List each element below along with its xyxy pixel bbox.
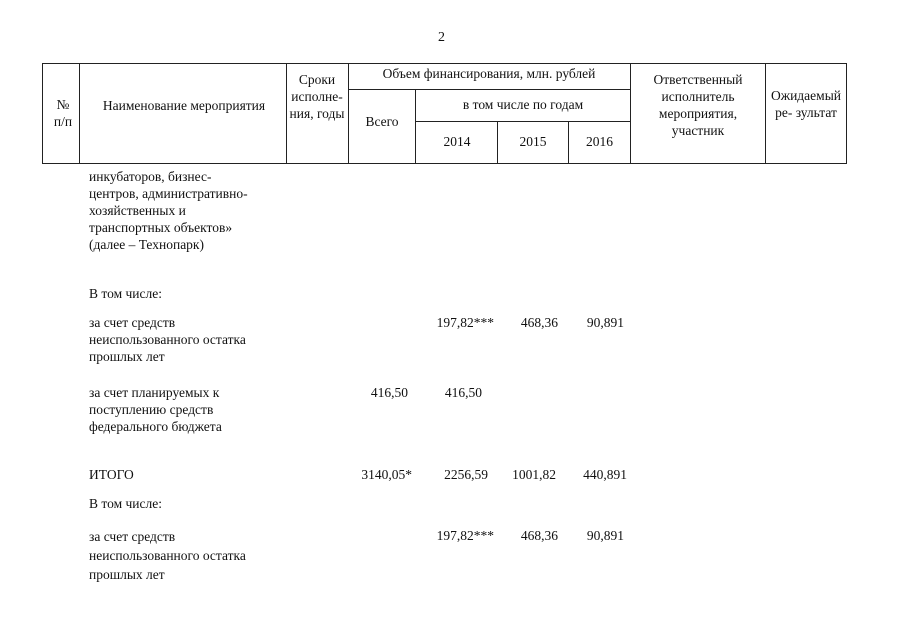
row-label-line: за счет средств bbox=[89, 529, 176, 544]
table-row bbox=[89, 527, 246, 584]
header-year-2014: 2014 bbox=[443, 134, 471, 149]
row-label-line: за счет планируемых к bbox=[89, 385, 220, 400]
header-result: Ожидаемый ре- зультат bbox=[771, 88, 841, 120]
header-responsible: Ответственный исполнитель мероприятия, участник bbox=[653, 72, 743, 138]
continuation-line: инкубаторов, бизнес- bbox=[89, 169, 212, 184]
cell-2014: 197,82*** bbox=[436, 315, 494, 330]
header-name: Наименование мероприятия bbox=[102, 98, 266, 113]
row-label-total: ИТОГО bbox=[89, 467, 134, 482]
cell-total: 3140,05* bbox=[361, 467, 412, 482]
header-by-years: в том числе по годам bbox=[462, 97, 584, 112]
row-label: В том числе: bbox=[89, 286, 162, 301]
cell-2015: 1001,82 bbox=[512, 467, 556, 482]
header-total: Всего bbox=[365, 114, 399, 129]
cell-2014: 2256,59 bbox=[444, 467, 488, 482]
cell-2014: 416,50 bbox=[444, 385, 482, 400]
continuation-line: транспортных объектов» bbox=[89, 220, 233, 235]
cell-total: 416,50 bbox=[370, 385, 408, 400]
cell-2016: 90,891 bbox=[586, 528, 624, 543]
header-num: № п/п bbox=[53, 97, 73, 129]
header-terms: Сроки исполне- ния, годы bbox=[289, 72, 345, 121]
row-label-line: поступлению средств bbox=[89, 402, 214, 417]
cell-2016: 90,891 bbox=[586, 315, 624, 330]
cell-2015: 468,36 bbox=[520, 315, 558, 330]
table-row bbox=[89, 314, 246, 365]
cell-2014: 197,82*** bbox=[436, 528, 494, 543]
header-financing: Объем финансирования, млн. рублей bbox=[382, 66, 596, 81]
row-label-line: неиспользованного остатка bbox=[89, 548, 246, 563]
table-row bbox=[89, 384, 222, 435]
page-number: 2 bbox=[438, 30, 445, 45]
row-label-line: федерального бюджета bbox=[89, 419, 222, 434]
row-label-line: за счет средств bbox=[89, 315, 176, 330]
event-name-continuation bbox=[89, 168, 248, 253]
continuation-line: (далее – Технопарк) bbox=[89, 237, 204, 252]
row-label-line: прошлых лет bbox=[89, 567, 165, 582]
table-header bbox=[42, 63, 847, 164]
continuation-line: центров, административно- bbox=[89, 186, 248, 201]
row-label-line: неиспользованного остатка bbox=[89, 332, 246, 347]
cell-2016: 440,891 bbox=[583, 467, 627, 482]
row-label-line: прошлых лет bbox=[89, 349, 165, 364]
continuation-line: хозяйственных и bbox=[89, 203, 186, 218]
cell-2015: 468,36 bbox=[520, 528, 558, 543]
row-label: В том числе: bbox=[89, 496, 162, 511]
header-year-2016: 2016 bbox=[586, 134, 613, 149]
header-year-2015: 2015 bbox=[519, 134, 547, 149]
